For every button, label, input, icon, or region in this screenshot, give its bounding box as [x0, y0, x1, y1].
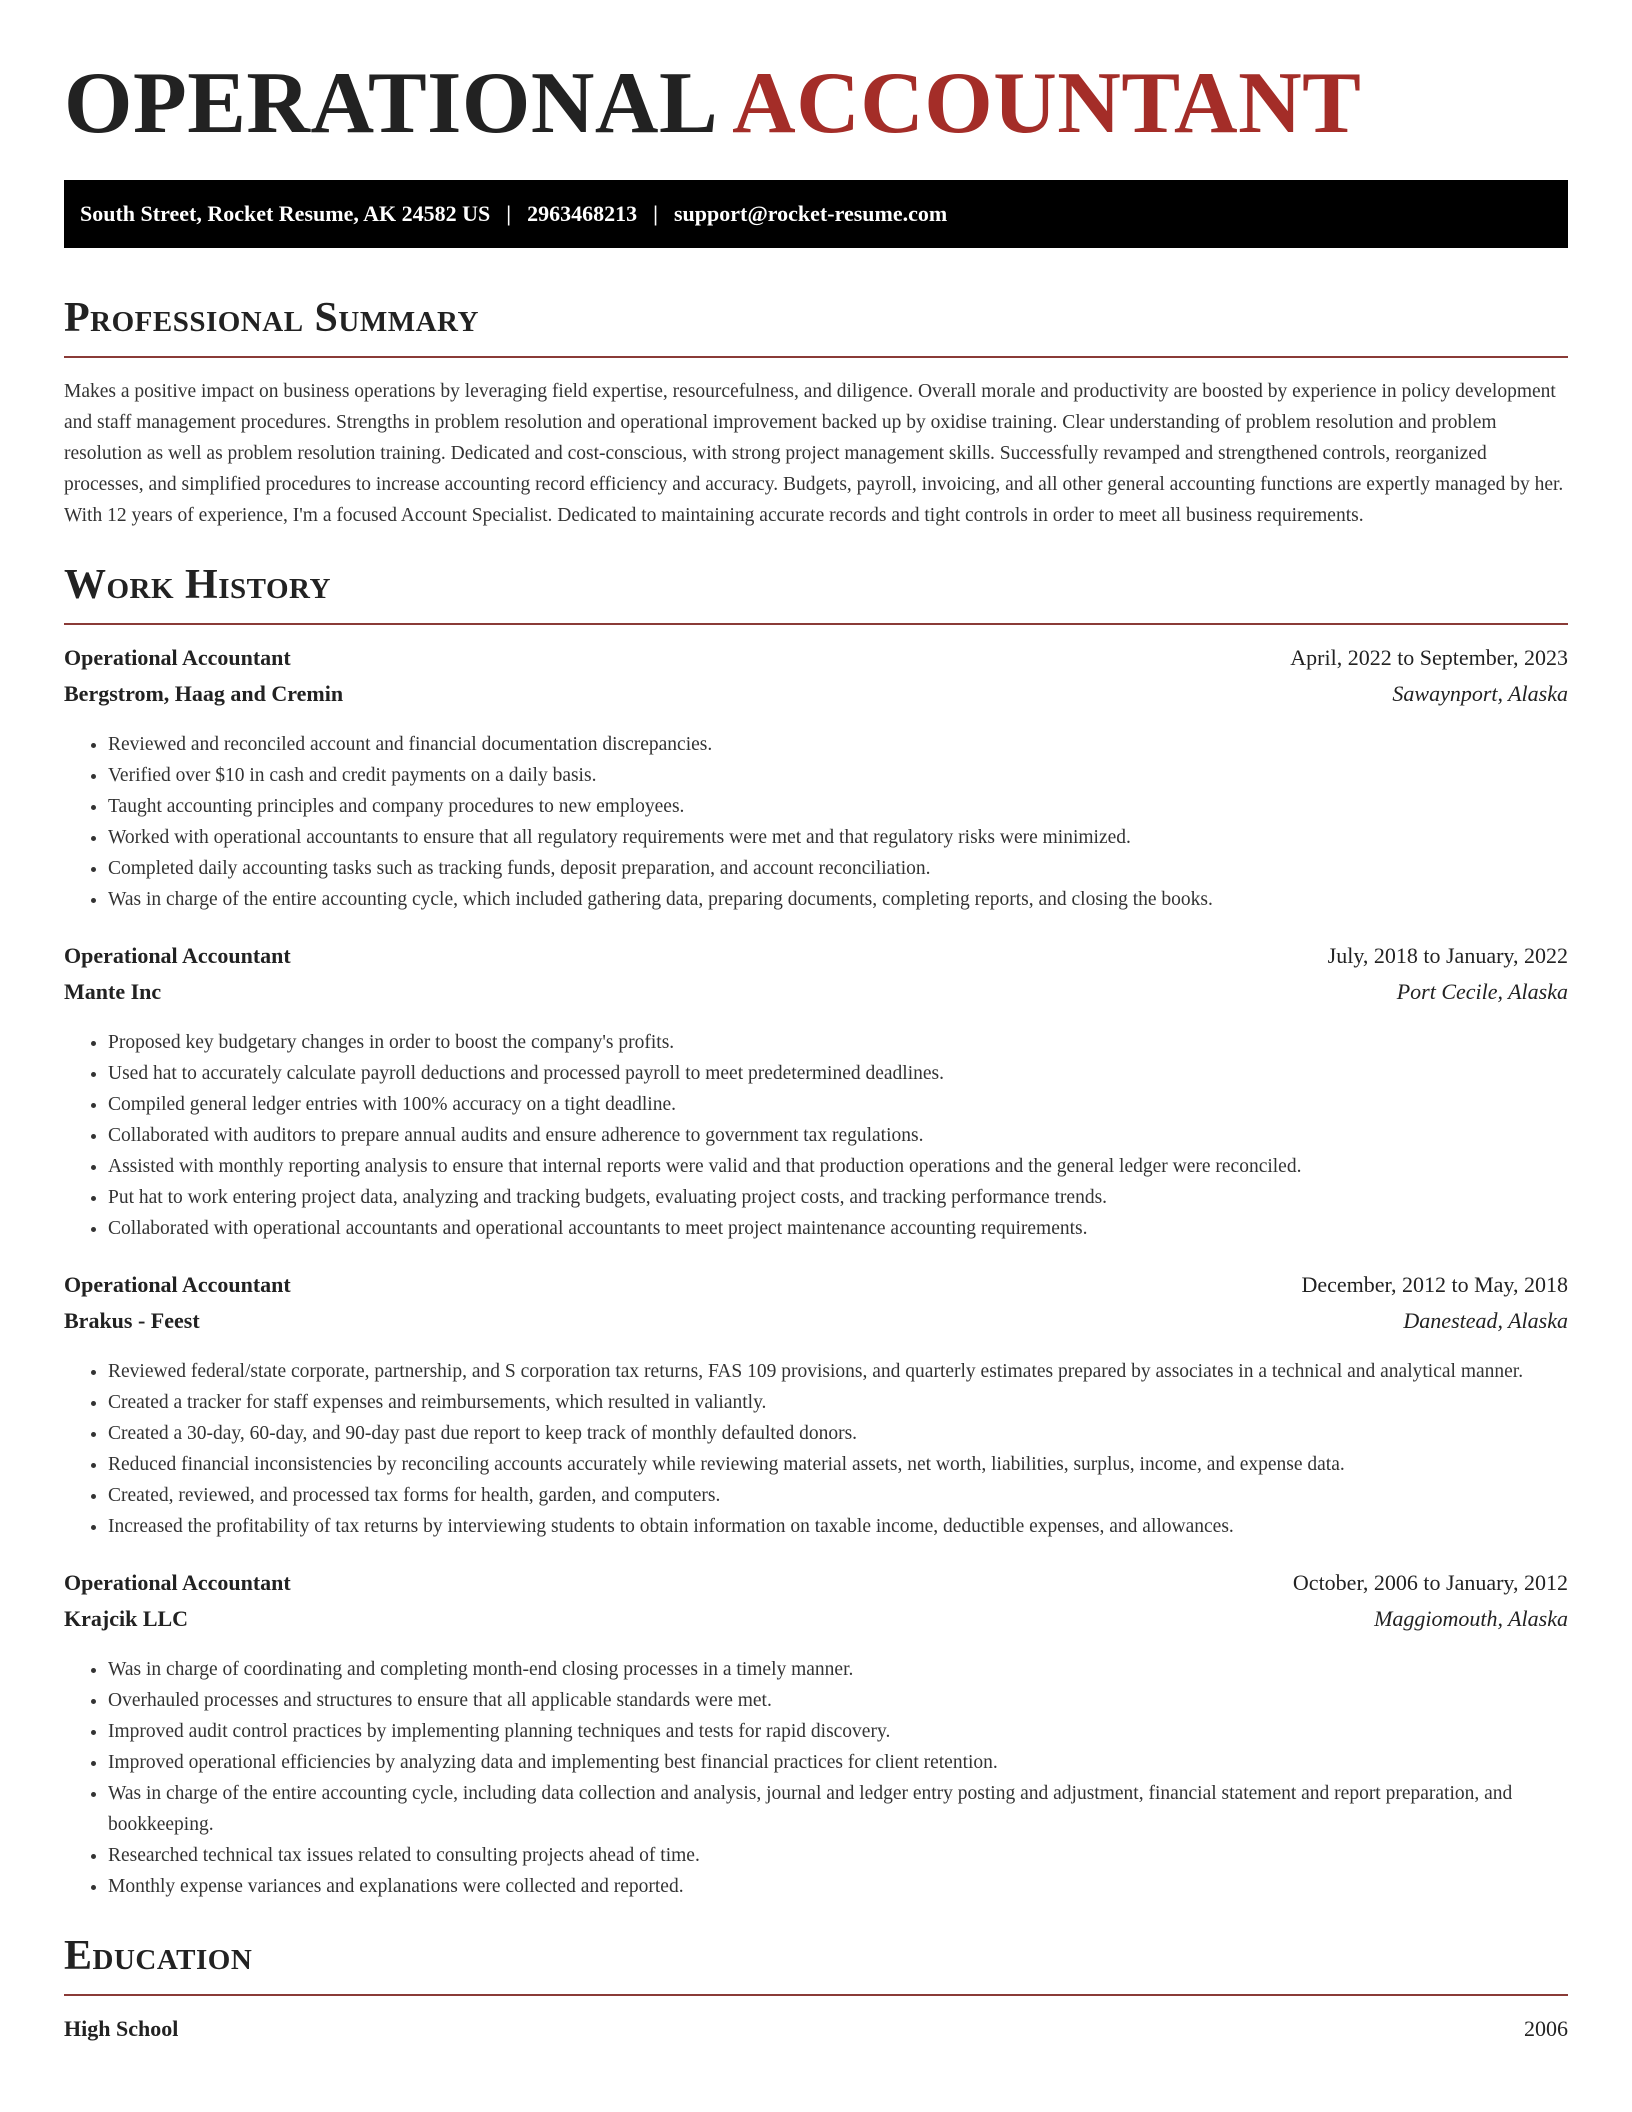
- job-title: Operational Accountant: [64, 645, 291, 670]
- job-company-row: [64, 1606, 1568, 1642]
- job-location: Maggiomouth, Alaska: [1374, 1606, 1568, 1631]
- job-bullet: • Reviewed and reconciled account and financial documentation discrepancies.: [108, 729, 1568, 760]
- job-bullet: • Collaborated with operational accountants and operational accountants to meet project maintenance accounting requirements.: [108, 1213, 1568, 1244]
- job-bullet-list: [64, 729, 1568, 915]
- job-bullet: • Reviewed federal/state corporate, partnership, and S corporation tax returns, FAS 109 provisions, and quarterly estimates prepared by associates in a technical and analytical manner.: [108, 1356, 1568, 1387]
- job-bullet: • Put hat to work entering project data, analyzing and tracking budgets, evaluating project costs, and tracking performance trends.: [108, 1182, 1568, 1213]
- education-list: [64, 2016, 1568, 2052]
- contact-separator: |: [653, 201, 658, 226]
- job-entry: [64, 1272, 1568, 1542]
- job-bullet: • Completed daily accounting tasks such as tracking funds, deposit preparation, and account reconciliation.: [108, 853, 1568, 884]
- education-degree: High School: [64, 2016, 179, 2041]
- section-divider: [64, 623, 1568, 625]
- job-bullet-list: [64, 1027, 1568, 1244]
- job-bullet: • Improved audit control practices by implementing planning techniques and tests for rapid discovery.: [108, 1716, 1568, 1747]
- job-bullet: • Used hat to accurately calculate payroll deductions and processed payroll to meet predetermined deadlines.: [108, 1058, 1568, 1089]
- job-entry: [64, 645, 1568, 915]
- job-entry: [64, 1570, 1568, 1902]
- name-first: OPERATIONAL: [64, 55, 719, 152]
- job-company: Mante Inc: [64, 979, 162, 1004]
- jobs-list: [64, 645, 1568, 1902]
- job-company: Krajcik LLC: [64, 1606, 189, 1631]
- job-company-row: [64, 681, 1568, 717]
- section-title-education: Education: [64, 1933, 253, 1979]
- work-history-section: [64, 561, 1568, 1902]
- job-bullet: • Was in charge of the entire accounting cycle, including data collection and analysis, journal and ledger entry posting and adjustment, financial statement and report preparation, and bookkeeping.: [108, 1778, 1568, 1840]
- job-bullet: • Was in charge of coordinating and completing month-end closing processes in a timely manner.: [108, 1654, 1568, 1685]
- education-section: [64, 1932, 1568, 2052]
- job-bullet: • Verified over $10 in cash and credit payments on a daily basis.: [108, 760, 1568, 791]
- job-bullet: • Was in charge of the entire accounting cycle, which included gathering data, preparing documents, completing reports, and closing the books.: [108, 884, 1568, 915]
- job-bullet: • Compiled general ledger entries with 100% accuracy on a tight deadline.: [108, 1089, 1568, 1120]
- job-company-row: [64, 1308, 1568, 1344]
- section-title-summary: Professional Summary: [64, 295, 479, 341]
- job-dates: April, 2022 to September, 2023: [1290, 645, 1568, 670]
- job-bullet: • Created a 30-day, 60-day, and 90-day past due report to keep track of monthly defaulted donors.: [108, 1418, 1568, 1449]
- job-bullet: • Researched technical tax issues related to consulting projects ahead of time.: [108, 1840, 1568, 1871]
- job-dates: October, 2006 to January, 2012: [1292, 1570, 1568, 1595]
- job-location: Port Cecile, Alaska: [1396, 979, 1568, 1004]
- job-header-row: [64, 1272, 1568, 1308]
- job-bullet: • Monthly expense variances and explanations were collected and reported.: [108, 1871, 1568, 1902]
- contact-email: support@rocket-resume.com: [673, 201, 948, 226]
- job-title: Operational Accountant: [64, 1570, 291, 1595]
- job-bullet: • Overhauled processes and structures to ensure that all applicable standards were met.: [108, 1685, 1568, 1716]
- job-location: Sawaynport, Alaska: [1392, 681, 1568, 706]
- job-title: Operational Accountant: [64, 1272, 291, 1297]
- job-bullet-list: [64, 1654, 1568, 1902]
- resume-name: [64, 0, 1568, 152]
- section-title-work-history: Work History: [64, 562, 331, 608]
- job-bullet: • Collaborated with auditors to prepare annual audits and ensure adherence to government tax regulations.: [108, 1120, 1568, 1151]
- job-entry: [64, 943, 1568, 1244]
- job-bullet: • Worked with operational accountants to ensure that all regulatory requirements were met and that regulatory risks were minimized.: [108, 822, 1568, 853]
- job-bullet: • Proposed key budgetary changes in order to boost the company's profits.: [108, 1027, 1568, 1058]
- summary-section: [64, 294, 1568, 531]
- contact-phone: 2963468213: [527, 201, 638, 226]
- section-divider: [64, 1994, 1568, 1996]
- summary-text: Makes a positive impact on business operations by leveraging field expertise, resourcefulness, and diligence. Overall morale and productivity are boosted by experience in policy development and staff management procedures. Strengths in problem resolution and operational improvement backed up by oxidise training. Clear understanding of problem resolution and problem resolution as well as problem resolution training. Dedicated and cost-conscious, with strong project management skills. Successfully revamped and strengthened controls, reorganized processes, and simplified procedures to increase accounting record efficiency and accuracy. Budgets, payroll, invoicing, and all other general accounting functions are expertly managed by her. With 12 years of experience, I'm a focused Account Specialist. Dedicated to maintaining accurate records and tight controls in order to meet all business requirements.: [64, 381, 1564, 526]
- job-company: Brakus - Feest: [64, 1308, 200, 1333]
- education-year: 2006: [1524, 2016, 1568, 2041]
- job-location: Danestead, Alaska: [1403, 1308, 1568, 1333]
- job-dates: December, 2012 to May, 2018: [1301, 1272, 1568, 1297]
- job-company-row: [64, 979, 1568, 1015]
- job-bullet: • Assisted with monthly reporting analysis to ensure that internal reports were valid and that production operations and the general ledger were reconciled.: [108, 1151, 1568, 1182]
- job-header-row: [64, 645, 1568, 681]
- education-row: [64, 2016, 1568, 2052]
- job-header-row: [64, 943, 1568, 979]
- contact-bar: [64, 180, 1568, 248]
- job-title: Operational Accountant: [64, 943, 291, 968]
- job-bullet-list: [64, 1356, 1568, 1542]
- job-bullet: • Taught accounting principles and company procedures to new employees.: [108, 791, 1568, 822]
- job-bullet: • Improved operational efficiencies by analyzing data and implementing best financial practices for client retention.: [108, 1747, 1568, 1778]
- contact-separator: |: [506, 201, 512, 226]
- job-bullet: • Created a tracker for staff expenses and reimbursements, which resulted in valiantly.: [108, 1387, 1568, 1418]
- job-bullet: • Reduced financial inconsistencies by reconciling accounts accurately while reviewing material assets, net worth, liabilities, surplus, income, and expense data.: [108, 1449, 1568, 1480]
- job-dates: July, 2018 to January, 2022: [1327, 943, 1568, 968]
- section-divider: [64, 356, 1568, 358]
- job-bullet: • Increased the profitability of tax returns by interviewing students to obtain information on taxable income, deductible expenses, and allowances.: [108, 1511, 1568, 1542]
- job-header-row: [64, 1570, 1568, 1606]
- name-last: ACCOUNTANT: [732, 55, 1362, 152]
- job-company: Bergstrom, Haag and Cremin: [64, 681, 344, 706]
- job-bullet: • Created, reviewed, and processed tax forms for health, garden, and computers.: [108, 1480, 1568, 1511]
- contact-address: South Street, Rocket Resume, AK 24582 US: [80, 201, 491, 226]
